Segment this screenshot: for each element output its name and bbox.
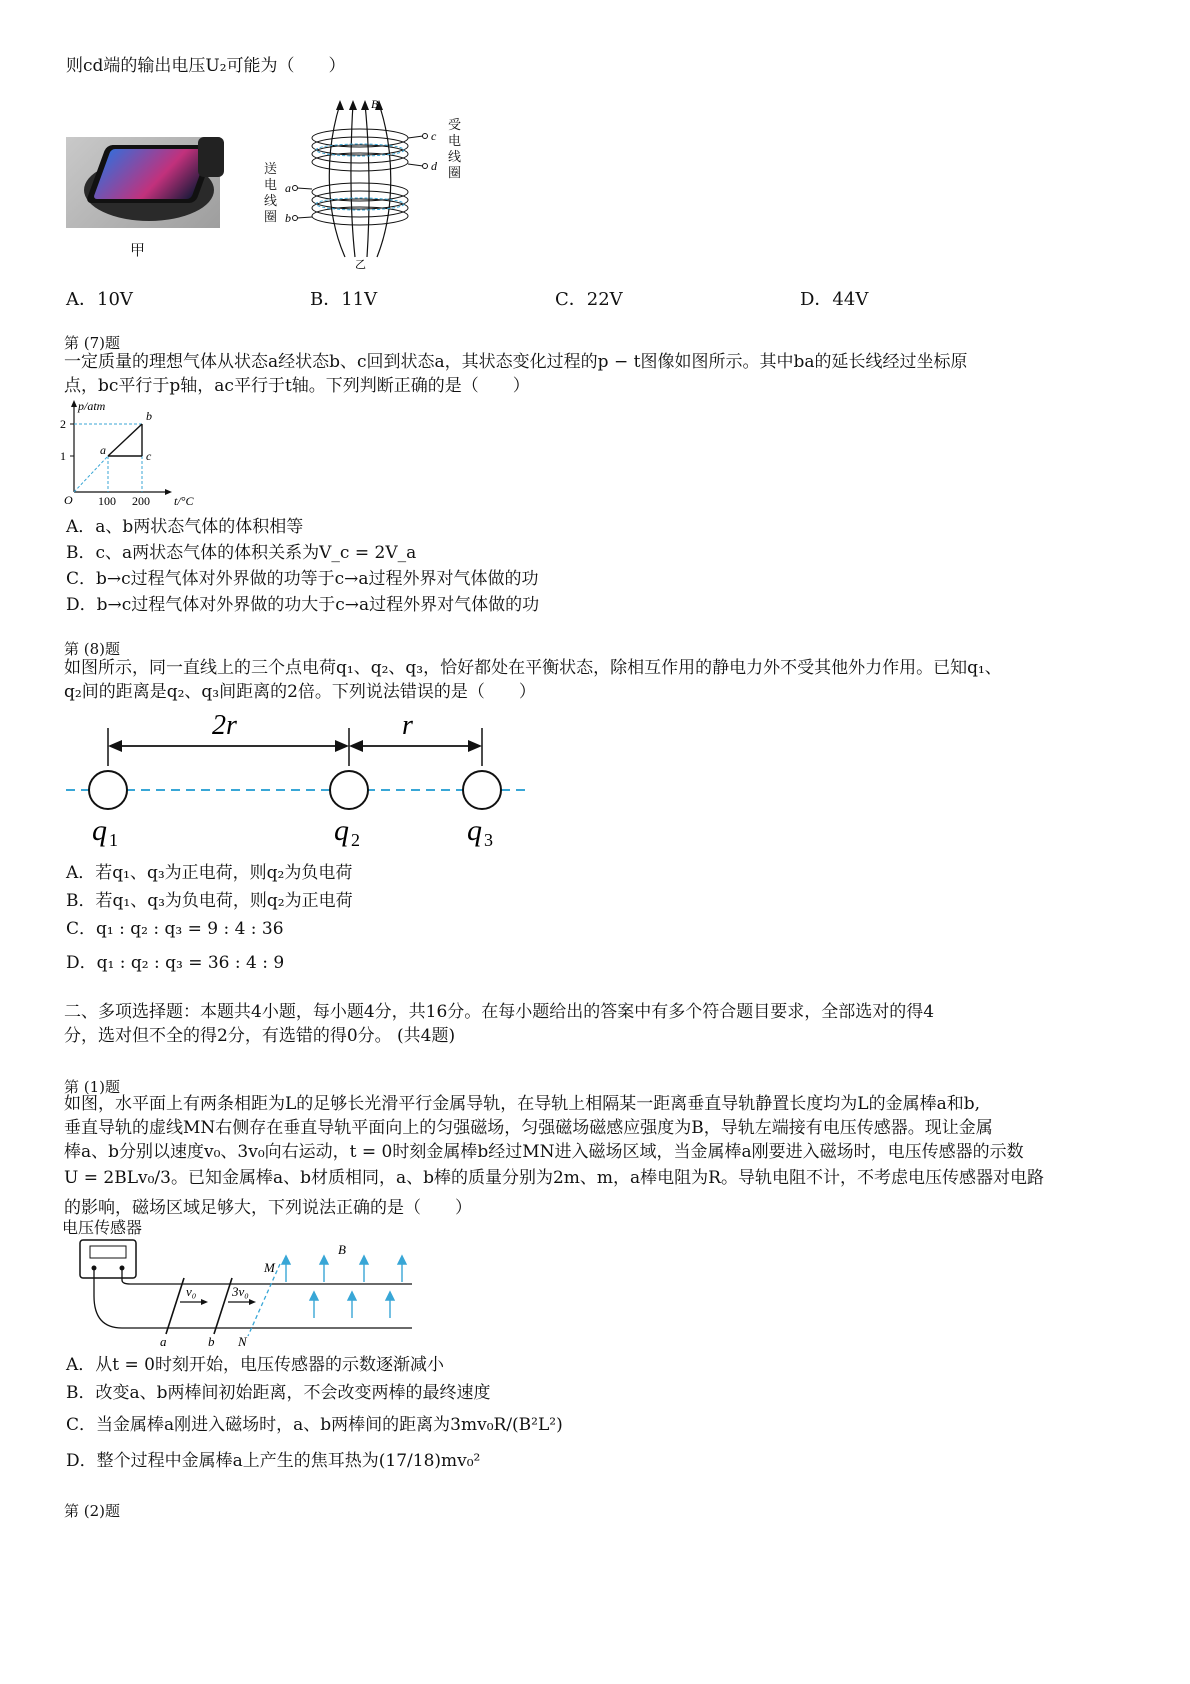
ytick-2: 2 xyxy=(60,417,66,431)
charge-q2-label: q xyxy=(334,814,349,847)
x-axis-label: t/°C xyxy=(174,494,194,508)
q7-option-a[interactable]: A．a、b两状态气体的体积相等 xyxy=(66,517,304,537)
coil-receive-label: 受电线圈 xyxy=(448,118,462,181)
point-c: c xyxy=(146,449,152,463)
q8-option-c[interactable]: C．q₁ : q₂ : q₃ = 9 : 4 : 36 xyxy=(66,919,284,939)
m1-stem-line1: 如图，水平面上有两条相距为L的足够长光滑平行金属导轨，在导轨上相隔某一距离垂直导轨静置长度均为L的金属棒a和b, xyxy=(64,1094,980,1114)
fig-label-jia: 甲 xyxy=(130,241,146,259)
xtick-200: 200 xyxy=(132,494,150,508)
svg-text:d: d xyxy=(431,159,437,173)
q8-stem-line2: q₂间的距离是q₂、q₃间距离的2倍。下列说法错误的是（ ） xyxy=(64,682,536,702)
charges-diagram xyxy=(62,706,532,856)
m1-option-b[interactable]: B．改变a、b两棒间初始距离，不会改变两棒的最终速度 xyxy=(66,1383,491,1403)
origin-label: O xyxy=(64,493,73,507)
velocity-3v0: 3v₀ xyxy=(232,1284,249,1299)
strap xyxy=(198,137,224,177)
rod-a-label: a xyxy=(160,1334,167,1349)
q8-option-d[interactable]: D．q₁ : q₂ : q₃ = 36 : 4 : 9 xyxy=(66,953,285,973)
section2-line1: 二、多项选择题：本题共4小题，每小题4分，共16分。在每小题给出的答案中有多个符合题目要求，全部选对的得4 xyxy=(64,1002,935,1022)
point-m: M xyxy=(264,1260,275,1275)
q8-option-a[interactable]: A．若q₁、q₃为正电荷，则q₂为负电荷 xyxy=(66,863,353,883)
m1-stem-line4: U = 2BLv₀/3。已知金属棒a、b材质相同，a、b棒的质量分别为2m、m，a棒电阻为R。导轨电阻不计，不考虑电压传感器对电路 xyxy=(64,1168,1044,1188)
q7-number: 第 (7)题 xyxy=(64,334,121,352)
svg-text:1: 1 xyxy=(109,830,118,850)
q6-tail-text: 则cd端的输出电压U₂可能为（ ） xyxy=(66,56,346,76)
distance-r: r xyxy=(402,710,413,741)
svg-text:a: a xyxy=(285,181,291,195)
b-field-label: B xyxy=(371,97,379,111)
q7-option-b[interactable]: B．c、a两状态气体的体积关系为V_c = 2V_a xyxy=(66,543,417,563)
section2-line2: 分，选对但不全的得2分，有选错的得0分。 (共4题) xyxy=(64,1026,456,1046)
q8-stem-line1: 如图所示，同一直线上的三个点电荷q₁、q₂、q₃，恰好都处在平衡状态，除相互作用的静电力外不受其他外力作用。已知q₁、 xyxy=(64,658,1002,678)
q7-option-d[interactable]: D．b→c过程气体对外界做的功大于c→a过程外界对气体做的功 xyxy=(66,595,540,615)
q6-option-d[interactable]: D．44V xyxy=(800,289,869,310)
ytick-1: 1 xyxy=(60,449,66,463)
coil-diagram xyxy=(255,92,475,272)
m1-stem-line2: 垂直导轨的虚线MN右侧存在垂直导轨平面向上的匀强磁场，匀强磁场磁感应强度为B，导轨左端接有电压传感器。现让金属 xyxy=(64,1118,993,1138)
y-axis-label: p/atm xyxy=(78,399,106,413)
svg-text:3: 3 xyxy=(484,830,493,850)
q8-number: 第 (8)题 xyxy=(64,640,121,658)
m1-number: 第 (1)题 xyxy=(64,1078,121,1096)
rod-b-label: b xyxy=(208,1334,215,1349)
point-a: a xyxy=(100,443,106,457)
svg-text:b: b xyxy=(285,211,291,225)
q6-option-a[interactable]: A．10V xyxy=(66,289,133,310)
phone xyxy=(85,145,216,203)
rails-diagram xyxy=(62,1236,422,1356)
xtick-100: 100 xyxy=(98,494,116,508)
charge-q1-label: q xyxy=(92,814,107,847)
wireless-charger-photo xyxy=(66,137,220,228)
q6-option-b[interactable]: B．11V xyxy=(310,289,378,310)
fig-label-yi: 乙 xyxy=(355,259,366,271)
voltage-sensor-label: 电压传感器 xyxy=(62,1218,143,1237)
m1-option-d[interactable]: D．整个过程中金属棒a上产生的焦耳热为(17/18)mv₀² xyxy=(66,1451,481,1471)
m2-number: 第 (2)题 xyxy=(64,1502,121,1520)
point-n: N xyxy=(238,1334,247,1349)
distance-2r: 2r xyxy=(212,710,237,741)
q8-option-b[interactable]: B．若q₁、q₃为负电荷，则q₂为正电荷 xyxy=(66,891,353,911)
q7-stem-line2: 点，bc平行于p轴，ac平行于t轴。下列判断正确的是（ ） xyxy=(64,376,530,396)
m1-stem-line3: 棒a、b分别以速度v₀、3v₀向右运动，t = 0时刻金属棒b经过MN进入磁场区域，当金属棒a刚要进入磁场时，电压传感器的示数 xyxy=(64,1142,1024,1162)
svg-text:2: 2 xyxy=(351,830,360,850)
velocity-v0: v₀ xyxy=(186,1284,197,1299)
charge-q3-label: q xyxy=(467,814,482,847)
coil-send-label: 送电线圈 xyxy=(264,162,278,225)
pt-graph xyxy=(60,398,210,510)
q6-option-c[interactable]: C．22V xyxy=(555,289,623,310)
b-field-label-2: B xyxy=(338,1242,346,1257)
q7-stem-line1: 一定质量的理想气体从状态a经状态b、c回到状态a，其状态变化过程的p − t图像如图所示。其中ba的延长线经过坐标原 xyxy=(64,352,968,372)
q7-option-c[interactable]: C．b→c过程气体对外界做的功等于c→a过程外界对气体做的功 xyxy=(66,569,539,589)
svg-text:c: c xyxy=(431,129,437,143)
m1-option-c[interactable]: C．当金属棒a刚进入磁场时，a、b两棒间的距离为3mv₀R/(B²L²) xyxy=(66,1415,563,1435)
m1-option-a[interactable]: A．从t = 0时刻开始，电压传感器的示数逐渐减小 xyxy=(66,1355,444,1375)
m1-stem-line5: 的影响，磁场区域足够大，下列说法正确的是（ ） xyxy=(64,1198,472,1218)
point-b: b xyxy=(146,409,152,423)
